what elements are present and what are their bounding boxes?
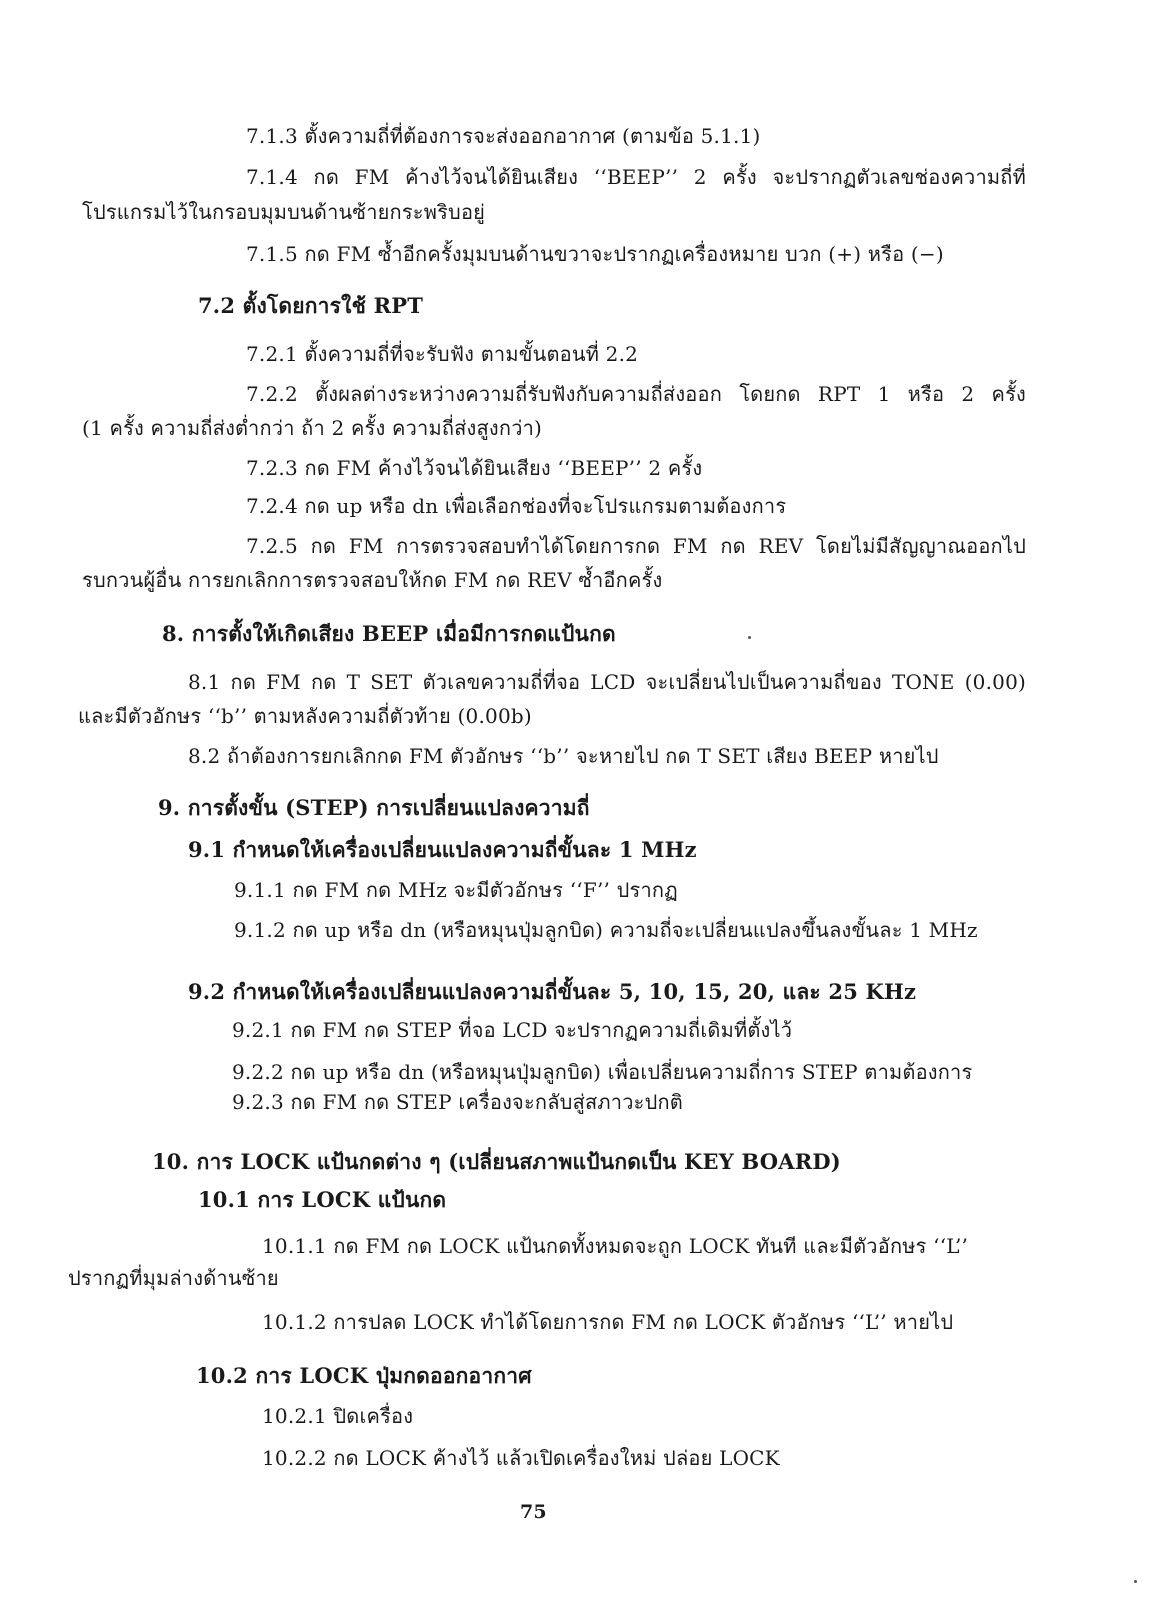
item-10-1-2: 10.1.2 การปลด LOCK ทำได้โดยการกด FM กด LOCK ตัวอักษร ‘‘L’’ หายไป — [262, 1310, 954, 1334]
item-7-1-3: 7.1.3 ตั้งความถี่ที่ต้องการจะส่งออกอากาศ (ตามข้อ 5.1.1) — [246, 124, 761, 148]
item-9-1-1: 9.1.1 กด FM กด MHz จะมีตัวอักษร ‘‘F’’ ปรากฏ — [234, 878, 678, 902]
heading-10-1: 10.1 การ LOCK แป้นกด — [198, 1187, 447, 1212]
item-10-1-1: 10.1.1 กด FM กด LOCK แป้นกดทั้งหมดจะถูก LOCK ทันที และมีตัวอักษร ‘‘L’’ — [262, 1234, 969, 1258]
heading-8: 8. การตั้งให้เกิดเสียง BEEP เมื่อมีการกดแป้นกด — [162, 621, 616, 646]
item-8-1-cont: และมีตัวอักษร ‘‘b’’ ตามหลังความถี่ตัวท้าย (0.00b) — [78, 704, 532, 728]
item-7-2-5-cont: รบกวนผู้อื่น การยกเลิกการตรวจสอบให้กด FM กด REV ซ้ำอีกครั้ง — [82, 568, 663, 592]
item-9-1-2: 9.1.2 กด up หรือ dn (หรือหมุนปุ่มลูกบิด) ความถี่จะเปลี่ยนแปลงขึ้นลงขั้นละ 1 MHz — [234, 918, 978, 942]
item-9-2-2: 9.2.2 กด up หรือ dn (หรือหมุนปุ่มลูกบิด) เพื่อเปลี่ยนความถี่การ STEP ตามต้องการ — [232, 1060, 973, 1084]
item-7-1-5: 7.1.5 กด FM ซ้ำอีกครั้งมุมบนด้านขวาจะปรากฏเครื่องหมาย บวก (+) หรือ (−) — [246, 242, 944, 266]
item-7-2-2: 7.2.2 ตั้งผลต่างระหว่างความถี่รับฟังกับความถี่ส่งออก โดยกด RPT 1 หรือ 2 ครั้ง — [246, 382, 1026, 406]
item-10-2-2: 10.2.2 กด LOCK ค้างไว้ แล้วเปิดเครื่องใหม่ ปล่อย LOCK — [262, 1446, 780, 1470]
heading-10-2: 10.2 การ LOCK ปุ่มกดออกอากาศ — [196, 1363, 532, 1388]
item-10-1-1-cont: ปรากฏที่มุมล่างด้านซ้าย — [68, 1266, 279, 1290]
heading-9-1: 9.1 กำหนดให้เครื่องเปลี่ยนแปลงความถี่ขั้นละ 1 MHz — [188, 837, 697, 862]
heading-7-2: 7.2 ตั้งโดยการใช้ RPT — [198, 293, 424, 318]
item-7-2-3: 7.2.3 กด FM ค้างไว้จนได้ยินเสียง ‘‘BEEP’’ 2 ครั้ง — [246, 456, 703, 480]
item-7-2-2-cont: (1 ครั้ง ความถี่ส่งต่ำกว่า ถ้า 2 ครั้ง ความถี่ส่งสูงกว่า) — [82, 416, 543, 440]
scan-speck — [1134, 1580, 1137, 1583]
item-7-2-4: 7.2.4 กด up หรือ dn เพื่อเลือกช่องที่จะโปรแกรมตามต้องการ — [246, 494, 787, 518]
item-7-1-4: 7.1.4 กด FM ค้างไว้จนได้ยินเสียง ‘‘BEEP’’ 2 ครั้ง จะปรากฏตัวเลขช่องความถี่ที่ — [246, 165, 1026, 189]
item-9-2-3: 9.2.3 กด FM กด STEP เครื่องจะกลับสู่สภาวะปกติ — [232, 1090, 683, 1114]
heading-9-2: 9.2 กำหนดให้เครื่องเปลี่ยนแปลงความถี่ขั้นละ 5, 10, 15, 20, และ 25 KHz — [188, 979, 917, 1004]
item-7-1-4-cont: โปรแกรมไว้ในกรอบมุมบนด้านซ้ายกระพริบอยู่ — [82, 200, 486, 224]
page-number: 75 — [520, 1501, 547, 1523]
item-10-2-1: 10.2.1 ปิดเครื่อง — [262, 1404, 414, 1428]
item-8-2: 8.2 ถ้าต้องการยกเลิกกด FM ตัวอักษร ‘‘b’’ จะหายไป กด T SET เสียง BEEP หายไป — [188, 744, 939, 768]
scan-speck — [748, 636, 751, 639]
heading-10: 10. การ LOCK แป้นกดต่าง ๆ (เปลี่ยนสภาพแป้นกดเป็น KEY BOARD) — [152, 1149, 841, 1174]
heading-9: 9. การตั้งขั้น (STEP) การเปลี่ยนแปลงความถี่ — [158, 795, 590, 820]
item-8-1: 8.1 กด FM กด T SET ตัวเลขความถี่ที่จอ LCD จะเปลี่ยนไปเป็นความถี่ของ TONE (0.00) — [188, 670, 1026, 694]
item-7-2-1: 7.2.1 ตั้งความถี่ที่จะรับฟัง ตามขั้นตอนที่ 2.2 — [246, 342, 639, 366]
item-9-2-1: 9.2.1 กด FM กด STEP ที่จอ LCD จะปรากฏความถี่เดิมที่ตั้งไว้ — [232, 1018, 793, 1042]
item-7-2-5: 7.2.5 กด FM การตรวจสอบทำได้โดยการกด FM กด REV โดยไม่มีสัญญาณออกไป — [246, 534, 1026, 558]
